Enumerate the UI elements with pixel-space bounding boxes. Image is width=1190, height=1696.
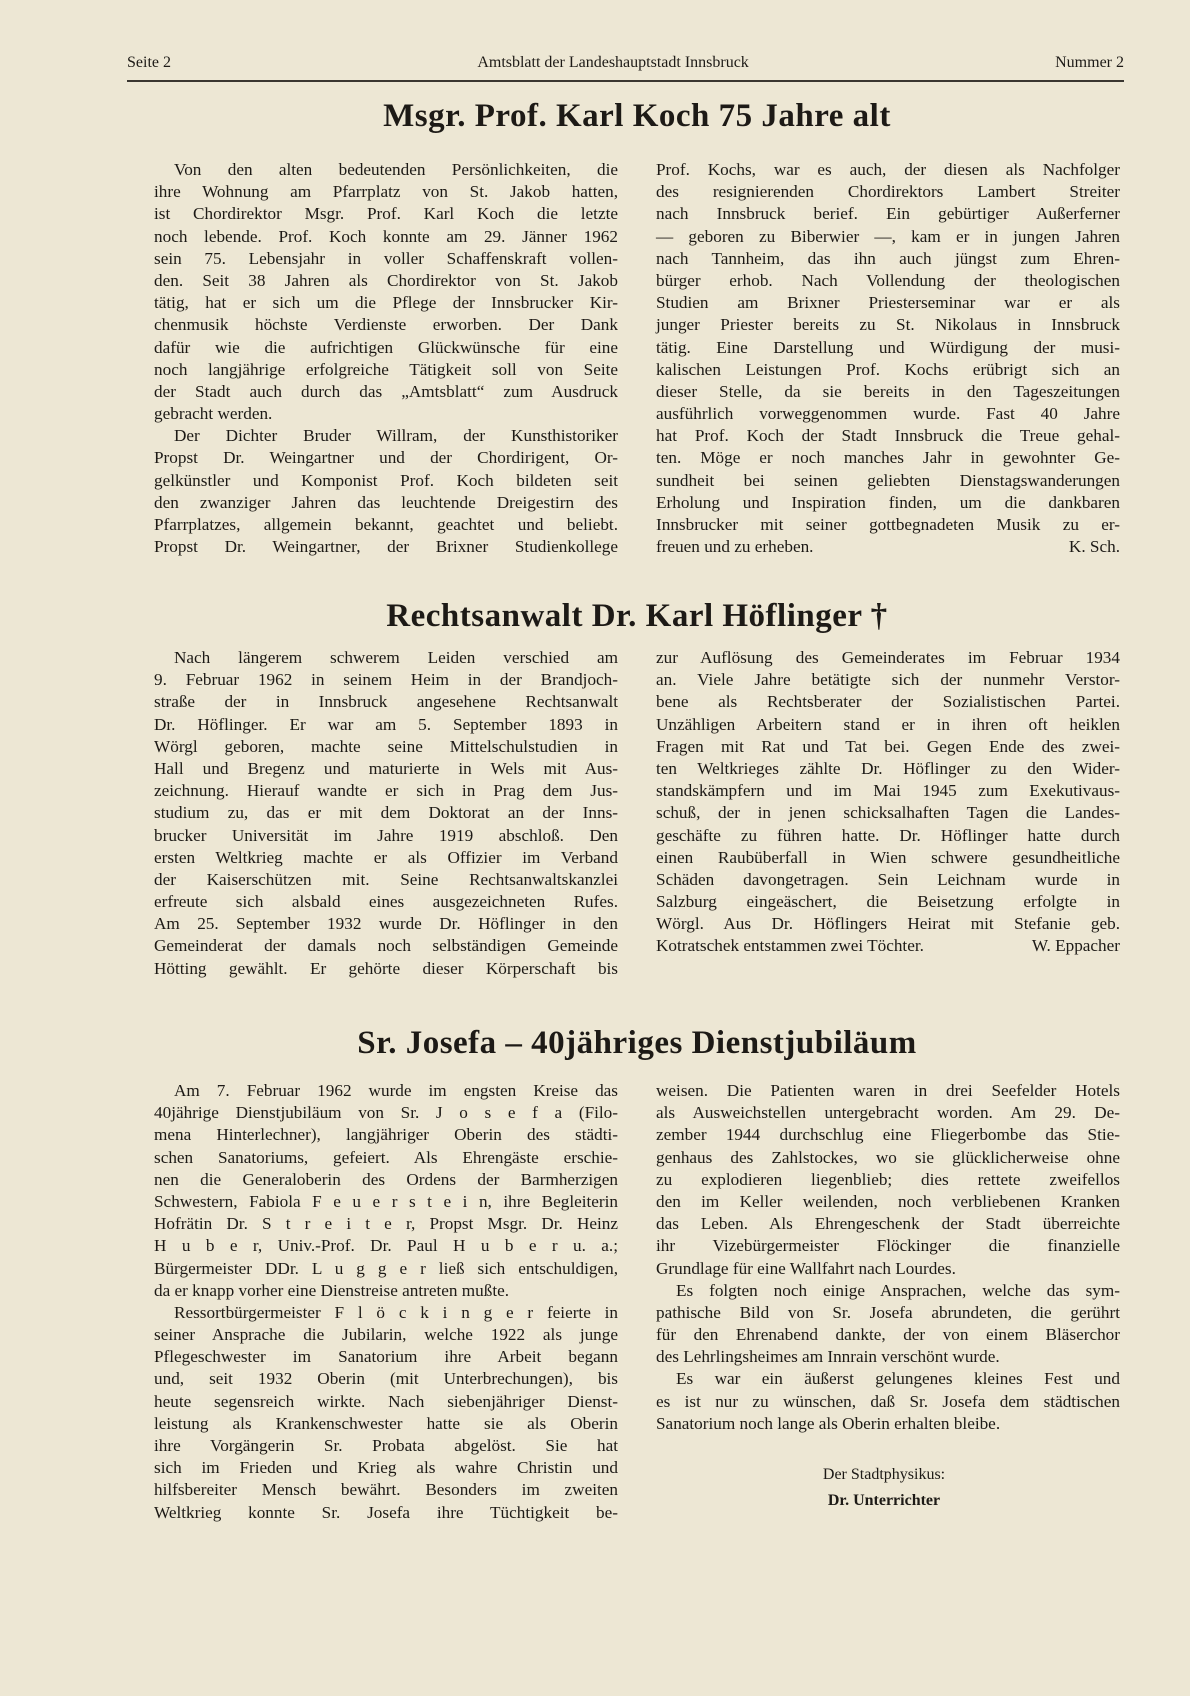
text-line: Wörgl. Aus Dr. Höflingers Heirat mit Stefanie geb. bbox=[656, 914, 1120, 934]
text-line: der Stadt auch durch das „Amtsblatt“ zum Ausdruck bbox=[154, 381, 618, 401]
text-line: Ressortbürgermeister F l ö c k i n g e r feierte in bbox=[174, 1302, 618, 1322]
text-line: chenmusik höchste Verdienste erworben. Der Dank bbox=[154, 315, 618, 335]
text-line: Unzähligen Arbeitern stand er in ihren oft heiklen bbox=[656, 714, 1120, 734]
text-line: an. Viele Jahre betätigte sich der nunmehr Verstor- bbox=[656, 670, 1120, 690]
text-line: für den Ehrenabend dankte, der von einem Bläserchor bbox=[656, 1325, 1120, 1345]
text-line: Nach längerem schwerem Leiden verschied am bbox=[174, 648, 618, 667]
text-line: Hall und Bregenz und maturierte in Wels mit Aus- bbox=[154, 758, 618, 778]
text-line: zu explodieren liegenblieb; dies rettete zweifellos bbox=[656, 1169, 1120, 1189]
text-line: Dr. Höflinger. Er war am 5. September 1893 in bbox=[154, 714, 618, 734]
text-line: junger Priester bereits zu St. Nikolaus in Innsbruck bbox=[656, 315, 1120, 335]
text-line: standskämpfern und im Mai 1945 zum Exekutivaus- bbox=[656, 781, 1120, 801]
text-line: Fragen mit Rat und Tat bei. Gegen Ende des zwei- bbox=[656, 736, 1120, 756]
text-line: sein 75. Lebensjahr in voller Schaffenskraft vollen- bbox=[154, 248, 618, 268]
text-line: zeichnung. Hierauf wandte er sich in Prag dem Jus- bbox=[154, 781, 618, 801]
text-line: Von den alten bedeutenden Persönlichkeiten, die bbox=[174, 160, 618, 179]
text-line: Grundlage für eine Wallfahrt nach Lourdes. bbox=[656, 1258, 956, 1278]
text-line: des resignierenden Chordirektors Lambert Streiter bbox=[656, 182, 1120, 202]
text-line: heute segensreich wirkte. Nach siebenjähriger Dienst- bbox=[154, 1391, 618, 1411]
text-line: ihr Vizebürgermeister Flöckinger die finanzielle bbox=[656, 1236, 1120, 1256]
text-line: 9. Februar 1962 in seinem Heim in der Brandjoch- bbox=[154, 670, 618, 690]
text-line: zur Auflösung des Gemeinderates im Februar 1934 bbox=[656, 648, 1120, 667]
text-line bbox=[656, 536, 1120, 558]
text-line: bürger erhob. Nach Vollendung der theologischen bbox=[656, 270, 1120, 290]
text-line: ausführlich vorweggenommen wurde. Fast 40 Jahre bbox=[656, 404, 1120, 424]
text-line: Prof. Kochs, war es auch, der diesen als Nachfolger bbox=[656, 160, 1120, 179]
text-line: Hötting gewählt. Er gehörte dieser Körperschaft bis bbox=[154, 958, 618, 978]
text-line: brucker Universität im Jahre 1919 abschloß. Den bbox=[154, 825, 618, 845]
text-line: leistung als Krankenschwester hatte sie als Oberin bbox=[154, 1413, 618, 1433]
article-hoeflinger-column-right bbox=[656, 647, 1120, 958]
text-line: Propst Dr. Weingartner, der Brixner Studienkollege bbox=[154, 537, 618, 557]
text-line: den im Keller weilenden, noch verbliebenen Kranken bbox=[656, 1191, 1120, 1211]
text-line: Weltkrieg konnte Sr. Josefa ihre Tüchtigkeit be- bbox=[154, 1502, 618, 1522]
text-line-content: Kotratschek entstammen zwei Töchter. bbox=[656, 936, 924, 956]
text-line: Erholung und Inspiration finden, um die dankbaren bbox=[656, 492, 1120, 512]
text-line: schuß, der in jenen schicksalhaften Tagen die Landes- bbox=[656, 803, 1120, 823]
text-line: der Kaiserschützen mit. Seine Rechtsanwaltskanzlei bbox=[154, 869, 618, 889]
text-line: H u b e r, Univ.-Prof. Dr. Paul H u b e r u. a.; bbox=[154, 1236, 618, 1256]
text-line: den zwanziger Jahren das leuchtende Dreigestirn des bbox=[154, 492, 618, 512]
text-line: Bürgermeister DDr. L u g g e r ließ sich entschuldigen, bbox=[154, 1258, 618, 1278]
text-line: schen Sanatoriums, gefeiert. Als Ehrengäste erschie- bbox=[154, 1147, 618, 1167]
text-line: das Leben. Als Ehrengeschenk der Stadt überreichte bbox=[656, 1214, 1120, 1234]
text-line: Wörgl geboren, machte seine Mittelschulstudien in bbox=[154, 736, 618, 756]
text-line: Innsbrucker mit seiner gottbegnadeten Musik zu er- bbox=[656, 515, 1120, 534]
text-line: sich im Frieden und Krieg als wahre Christin und bbox=[154, 1458, 618, 1478]
text-line: bene als Rechtsberater der Sozialistischen Partei. bbox=[656, 692, 1120, 712]
signoff-role: Der Stadtphysikus: bbox=[822, 1466, 946, 1483]
issue-number: Nummer 2 bbox=[1055, 54, 1124, 71]
text-line: Sanatorium noch lange als Oberin erhalten bleibe. bbox=[656, 1413, 1001, 1433]
signoff bbox=[645, 1466, 1123, 1510]
text-line: gebracht werden. bbox=[154, 404, 273, 424]
text-line: dafür wie die aufrichtigen Glückwünsche für eine bbox=[154, 337, 618, 357]
text-line: Schäden davongetragen. Sein Leichnam wurde in bbox=[656, 869, 1120, 889]
text-line: einen Raubüberfall in Wien schwere gesundheitliche bbox=[656, 847, 1120, 867]
author-signature: W. Eppacher bbox=[1031, 936, 1120, 956]
text-line: Es war ein äußerst gelungenes kleines Fest und bbox=[676, 1369, 1120, 1389]
text-line-content: freuen und zu erheben. bbox=[656, 537, 814, 557]
text-line: studium zu, das er mit dem Doktorat an der Inns- bbox=[154, 803, 618, 823]
text-line: Am 7. Februar 1962 wurde im engsten Kreise das bbox=[174, 1081, 618, 1100]
text-line: noch langjährige erfolgreiche Tätigkeit soll von Seite bbox=[154, 359, 618, 379]
text-line: Studien am Brixner Priesterseminar war er als bbox=[656, 293, 1120, 313]
text-line: Propst Dr. Weingartner und der Chordirigent, Or- bbox=[154, 448, 618, 468]
text-line: und, seit 1932 Oberin (mit Unterbrechungen), bis bbox=[154, 1369, 618, 1389]
text-line: hilfsbereiter Mensch bewährt. Besonders im zweiten bbox=[154, 1480, 618, 1500]
text-line: seiner Ansprache die Jubilarin, welche 1922 als junge bbox=[154, 1325, 618, 1345]
text-line: geschäfte zu führen hatte. Dr. Höflinger hatte durch bbox=[656, 825, 1120, 845]
text-line: den. Seit 38 Jahren als Chordirektor von St. Jakob bbox=[154, 270, 618, 290]
text-line: Der Dichter Bruder Willram, der Kunsthistoriker bbox=[174, 426, 618, 446]
text-line: da er knapp vorher eine Dienstreise antreten mußte. bbox=[154, 1280, 510, 1300]
text-line: des Lehrlingsheimes am Innrain verschönt wurde. bbox=[656, 1347, 1000, 1367]
text-line: Am 25. September 1932 wurde Dr. Höflinger in den bbox=[154, 914, 618, 934]
text-line: ten. Möge er noch manches Jahr in gewohnter Ge- bbox=[656, 448, 1120, 468]
text-line: ersten Weltkrieg machte er als Offizier im Verband bbox=[154, 847, 618, 867]
author-signature: K. Sch. bbox=[1068, 537, 1120, 557]
text-line: nach Innsbruck berief. Ein gebürtiger Außerferner bbox=[656, 204, 1120, 224]
article-josefa-column-left bbox=[154, 1080, 618, 1524]
article-hoeflinger-column-left bbox=[154, 647, 618, 980]
text-line: nen die Generaloberin des Ordens der Barmherzigen bbox=[154, 1169, 618, 1189]
article-title-koch: Msgr. Prof. Karl Koch 75 Jahre alt bbox=[383, 98, 891, 134]
article-title-hoeflinger: Rechtsanwalt Dr. Karl Höflinger † bbox=[386, 598, 888, 634]
text-line: ist Chordirektor Msgr. Prof. Karl Koch die letzte bbox=[154, 204, 618, 224]
publication-title: Amtsblatt der Landeshauptstadt Innsbruck bbox=[477, 54, 749, 71]
article-josefa-column-right bbox=[656, 1080, 1120, 1435]
text-line: ten Weltkrieges zählte Dr. Höflinger zu den Wider- bbox=[656, 758, 1120, 778]
text-line: Schwestern, Fabiola F e u e r s t e i n, ihre Begleiterin bbox=[154, 1191, 618, 1211]
text-line: straße der in Innsbruck angesehene Rechtsanwalt bbox=[154, 692, 618, 712]
text-line: zember 1944 durchschlug eine Fliegerbombe das Stie- bbox=[656, 1125, 1120, 1145]
text-line bbox=[656, 935, 1120, 957]
text-line: tätig, hat er sich um die Pflege der Innsbrucker Kir- bbox=[154, 293, 618, 313]
page-header bbox=[127, 54, 1124, 82]
text-line: pathische Bild von Sr. Josefa abrundeten, die gerührt bbox=[656, 1302, 1120, 1322]
text-line: Pflegeschwester im Sanatorium ihre Arbeit begann bbox=[154, 1347, 618, 1367]
text-line: — geboren zu Biberwier —, kam er in jungen Jahren bbox=[656, 226, 1120, 246]
text-line: erfreute sich alsbald eines ausgezeichneten Rufes. bbox=[154, 892, 618, 912]
text-line: sundheit bei seinen geliebten Dienstagswanderungen bbox=[656, 470, 1120, 490]
page-number: Seite 2 bbox=[127, 54, 171, 71]
text-line: Es folgten noch einige Ansprachen, welche das sym- bbox=[676, 1280, 1120, 1300]
text-line: Pfarrplatzes, allgemein bekannt, geachtet und beliebt. bbox=[154, 515, 618, 534]
text-line: hat Prof. Koch der Stadt Innsbruck die Treue gehal- bbox=[656, 426, 1120, 446]
text-line: gelkünstler und Komponist Prof. Koch bildeten seit bbox=[154, 470, 618, 490]
text-line: tätig. Eine Darstellung und Würdigung der musi- bbox=[656, 337, 1120, 357]
text-line: ihre Vorgängerin Sr. Probata abgelöst. Sie hat bbox=[154, 1436, 618, 1455]
article-koch-column-right bbox=[656, 159, 1120, 558]
text-line: Salzburg eingeäschert, die Beisetzung erfolgte in bbox=[656, 892, 1120, 912]
text-line: Gemeinderat der damals noch selbständigen Gemeinde bbox=[154, 936, 618, 956]
signoff-name: Dr. Unterrichter bbox=[827, 1492, 941, 1509]
text-line: ihre Wohnung am Pfarrplatz von St. Jakob hatten, bbox=[154, 182, 618, 202]
text-line: Hofrätin Dr. S t r e i t e r, Propst Msgr. Dr. Heinz bbox=[154, 1214, 618, 1234]
text-line: weisen. Die Patienten waren in drei Seefelder Hotels bbox=[656, 1081, 1120, 1100]
text-line: 40jährige Dienstjubiläum von Sr. J o s e f a (Filo- bbox=[154, 1103, 618, 1123]
text-line: noch lebende. Prof. Koch konnte am 29. Jänner 1962 bbox=[154, 226, 618, 246]
text-line: kalischen Leistungen Prof. Kochs erübrigt sich an bbox=[656, 359, 1120, 379]
text-line: genhaus des Zahlstockes, wo sie glücklicherweise ohne bbox=[656, 1147, 1120, 1167]
text-line: dieser Stelle, da sie bereits in den Tageszeitungen bbox=[656, 381, 1120, 401]
text-line: als Ausweichstellen untergebracht worden. Am 29. De- bbox=[656, 1103, 1120, 1123]
article-title-josefa: Sr. Josefa – 40jähriges Dienstjubiläum bbox=[357, 1025, 917, 1061]
text-line: es ist nur zu wünschen, daß Sr. Josefa dem städtischen bbox=[656, 1391, 1120, 1411]
article-koch-column-left bbox=[154, 159, 618, 558]
text-line: mena Hinterlechner), langjähriger Oberin des städti- bbox=[154, 1125, 618, 1145]
text-line: nach Tannheim, das ihn auch jüngst zum Ehren- bbox=[656, 248, 1120, 268]
